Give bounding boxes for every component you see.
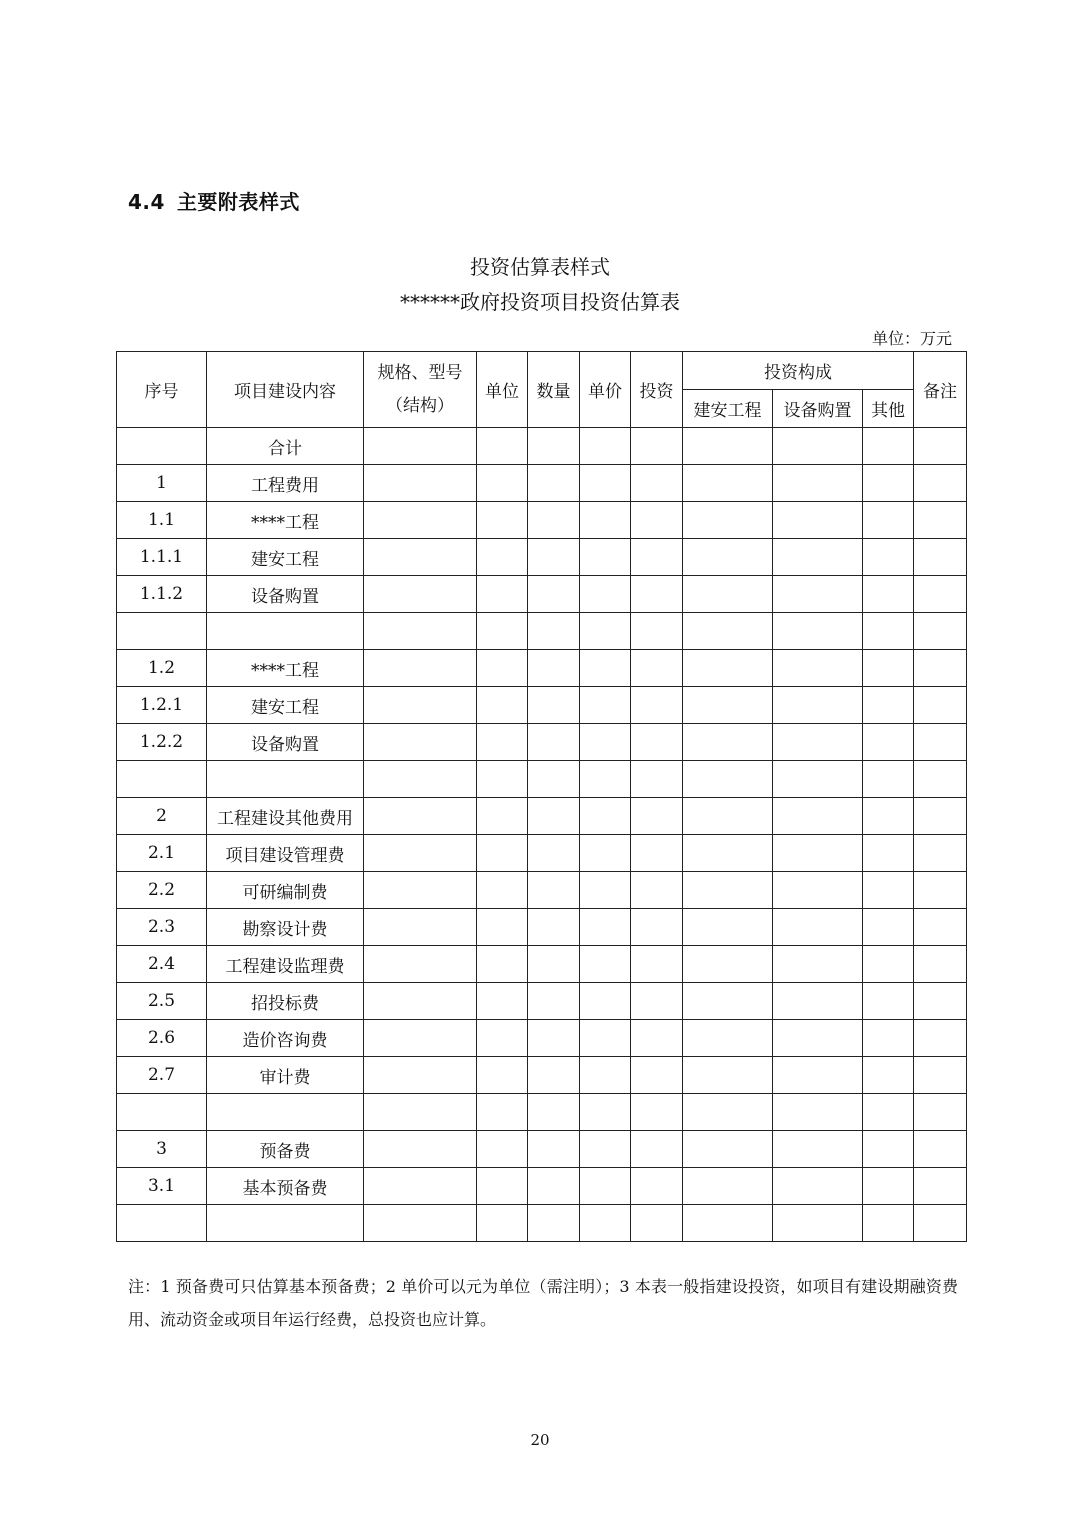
cell-empty: [683, 1205, 773, 1242]
cell-empty: [914, 613, 967, 650]
cell-empty: [364, 502, 477, 539]
cell-empty: [364, 687, 477, 724]
cell-empty: [773, 1094, 863, 1131]
cell-empty: [364, 1205, 477, 1242]
cell-empty: [580, 502, 631, 539]
cell-empty: [364, 798, 477, 835]
cell-empty: [914, 1168, 967, 1205]
cell-empty: [773, 872, 863, 909]
cell-seq: 3: [117, 1131, 207, 1168]
header-construction: 建安工程: [683, 390, 773, 428]
header-remark: 备注: [914, 352, 967, 428]
cell-empty: [683, 1131, 773, 1168]
cell-empty: [683, 909, 773, 946]
cell-empty: [683, 613, 773, 650]
cell-empty: [683, 1094, 773, 1131]
cell-content: 设备购置: [207, 724, 364, 761]
cell-empty: [631, 1020, 683, 1057]
cell-seq: 1.2.1: [117, 687, 207, 724]
cell-empty: [364, 465, 477, 502]
cell-empty: [477, 1094, 528, 1131]
cell-content: 审计费: [207, 1057, 364, 1094]
cell-empty: [914, 502, 967, 539]
cell-empty: [863, 946, 914, 983]
cell-content: 招投标费: [207, 983, 364, 1020]
cell-empty: [364, 650, 477, 687]
cell-content: 工程建设其他费用: [207, 798, 364, 835]
cell-empty: [477, 798, 528, 835]
cell-content: [207, 613, 364, 650]
cell-empty: [477, 428, 528, 465]
cell-empty: [683, 1168, 773, 1205]
cell-empty: [914, 761, 967, 798]
table-row: [117, 983, 967, 1020]
cell-empty: [914, 428, 967, 465]
cell-empty: [631, 798, 683, 835]
cell-empty: [863, 1131, 914, 1168]
cell-content: 勘察设计费: [207, 909, 364, 946]
cell-empty: [914, 465, 967, 502]
cell-empty: [631, 650, 683, 687]
header-unit: 单位: [477, 352, 528, 428]
cell-empty: [580, 539, 631, 576]
cell-empty: [683, 1020, 773, 1057]
cell-empty: [528, 946, 580, 983]
cell-content: 预备费: [207, 1131, 364, 1168]
cell-empty: [364, 983, 477, 1020]
cell-empty: [477, 1131, 528, 1168]
cell-seq: 2.6: [117, 1020, 207, 1057]
cell-empty: [773, 1205, 863, 1242]
cell-seq: [117, 761, 207, 798]
section-heading: [128, 186, 300, 215]
cell-content: 基本预备费: [207, 1168, 364, 1205]
cell-empty: [528, 835, 580, 872]
cell-empty: [580, 1205, 631, 1242]
cell-empty: [683, 465, 773, 502]
table-row: [117, 909, 967, 946]
cell-empty: [631, 1057, 683, 1094]
cell-empty: [773, 465, 863, 502]
cell-empty: [364, 1094, 477, 1131]
cell-seq: 3.1: [117, 1168, 207, 1205]
cell-empty: [863, 798, 914, 835]
cell-empty: [364, 539, 477, 576]
cell-seq: 1.1: [117, 502, 207, 539]
header-spec: [364, 352, 477, 428]
cell-empty: [914, 1205, 967, 1242]
cell-empty: [631, 946, 683, 983]
investment-estimate-table: [116, 351, 967, 1242]
cell-empty: [477, 946, 528, 983]
cell-empty: [528, 872, 580, 909]
table-row: [117, 798, 967, 835]
cell-content: [207, 761, 364, 798]
cell-empty: [477, 983, 528, 1020]
cell-empty: [477, 613, 528, 650]
table-row: [117, 1168, 967, 1205]
cell-empty: [863, 502, 914, 539]
table-row: [117, 650, 967, 687]
cell-empty: [863, 576, 914, 613]
cell-empty: [683, 835, 773, 872]
cell-empty: [773, 983, 863, 1020]
cell-empty: [528, 724, 580, 761]
cell-empty: [683, 539, 773, 576]
cell-empty: [580, 872, 631, 909]
cell-empty: [580, 1057, 631, 1094]
header-spec-line2: （结构）: [386, 395, 454, 416]
cell-empty: [580, 724, 631, 761]
cell-empty: [364, 1057, 477, 1094]
table-row: [117, 428, 967, 465]
cell-empty: [528, 1094, 580, 1131]
cell-empty: [528, 1205, 580, 1242]
cell-seq: [117, 1205, 207, 1242]
cell-empty: [683, 428, 773, 465]
cell-empty: [580, 687, 631, 724]
table-title: ******政府投资项目投资估算表: [400, 290, 680, 314]
cell-seq: [117, 428, 207, 465]
cell-content: 项目建设管理费: [207, 835, 364, 872]
cell-empty: [773, 687, 863, 724]
cell-empty: [364, 724, 477, 761]
cell-content: 造价咨询费: [207, 1020, 364, 1057]
cell-empty: [914, 946, 967, 983]
cell-seq: 2.1: [117, 835, 207, 872]
cell-empty: [914, 909, 967, 946]
table-note: 注：1 预备费可只估算基本预备费；2 单价可以元为单位（需注明）；3 本表一般指建设投资，如项目有建设期融资费用、流动资金或项目年运行经费，总投资也应计算。: [128, 1277, 958, 1329]
cell-empty: [683, 872, 773, 909]
cell-empty: [364, 872, 477, 909]
cell-seq: 2.2: [117, 872, 207, 909]
table-row: [117, 761, 967, 798]
cell-empty: [580, 761, 631, 798]
cell-empty: [863, 650, 914, 687]
cell-empty: [683, 761, 773, 798]
cell-empty: [914, 687, 967, 724]
cell-empty: [477, 687, 528, 724]
table-row: [117, 1131, 967, 1168]
cell-empty: [863, 1057, 914, 1094]
document-title: 投资估算表样式: [470, 255, 610, 279]
header-other: 其他: [863, 390, 914, 428]
cell-content: [207, 1094, 364, 1131]
cell-empty: [863, 909, 914, 946]
cell-empty: [528, 576, 580, 613]
cell-empty: [863, 1205, 914, 1242]
cell-empty: [773, 761, 863, 798]
cell-empty: [863, 835, 914, 872]
cell-empty: [528, 1020, 580, 1057]
header-investment: 投资: [631, 352, 683, 428]
cell-empty: [631, 1205, 683, 1242]
table-row: [117, 835, 967, 872]
cell-empty: [477, 1020, 528, 1057]
cell-empty: [364, 1020, 477, 1057]
cell-empty: [477, 1205, 528, 1242]
cell-empty: [528, 613, 580, 650]
cell-empty: [863, 724, 914, 761]
cell-empty: [773, 613, 863, 650]
cell-empty: [580, 428, 631, 465]
cell-empty: [631, 539, 683, 576]
table-row: [117, 872, 967, 909]
cell-empty: [863, 539, 914, 576]
cell-empty: [477, 1168, 528, 1205]
section-title-text: 主要附表样式: [176, 190, 300, 214]
header-seq: 序号: [117, 352, 207, 428]
cell-empty: [863, 983, 914, 1020]
cell-empty: [364, 1131, 477, 1168]
cell-seq: 2: [117, 798, 207, 835]
cell-empty: [528, 761, 580, 798]
cell-empty: [477, 724, 528, 761]
header-quantity: 数量: [528, 352, 580, 428]
cell-content: 建安工程: [207, 687, 364, 724]
cell-empty: [914, 872, 967, 909]
cell-empty: [631, 1131, 683, 1168]
cell-empty: [528, 650, 580, 687]
cell-empty: [683, 1057, 773, 1094]
header-unit-price: 单价: [580, 352, 631, 428]
cell-seq: 2.5: [117, 983, 207, 1020]
cell-empty: [773, 1168, 863, 1205]
cell-empty: [364, 835, 477, 872]
cell-empty: [914, 1057, 967, 1094]
cell-empty: [580, 613, 631, 650]
table-row: [117, 1057, 967, 1094]
cell-empty: [477, 1057, 528, 1094]
section-number: 4.4: [128, 190, 165, 214]
cell-empty: [364, 761, 477, 798]
cell-empty: [580, 798, 631, 835]
cell-empty: [580, 1020, 631, 1057]
cell-empty: [631, 761, 683, 798]
cell-content: [207, 1205, 364, 1242]
cell-empty: [914, 539, 967, 576]
cell-empty: [631, 724, 683, 761]
cell-empty: [773, 1057, 863, 1094]
cell-empty: [683, 946, 773, 983]
cell-content: ****工程: [207, 502, 364, 539]
cell-empty: [773, 724, 863, 761]
cell-empty: [364, 1168, 477, 1205]
cell-seq: 2.7: [117, 1057, 207, 1094]
cell-empty: [528, 798, 580, 835]
cell-empty: [528, 539, 580, 576]
cell-empty: [773, 502, 863, 539]
table-row: [117, 502, 967, 539]
cell-empty: [773, 1020, 863, 1057]
cell-seq: 2.3: [117, 909, 207, 946]
cell-empty: [683, 502, 773, 539]
cell-empty: [914, 983, 967, 1020]
cell-empty: [914, 1094, 967, 1131]
cell-empty: [914, 1020, 967, 1057]
cell-seq: 1.1.1: [117, 539, 207, 576]
cell-content: 可研编制费: [207, 872, 364, 909]
cell-empty: [773, 576, 863, 613]
table-row: [117, 1205, 967, 1242]
cell-empty: [773, 946, 863, 983]
header-equipment: 设备购置: [773, 390, 863, 428]
table-row: [117, 687, 967, 724]
cell-empty: [477, 872, 528, 909]
cell-empty: [631, 502, 683, 539]
cell-empty: [528, 1057, 580, 1094]
cell-empty: [863, 613, 914, 650]
cell-empty: [580, 1094, 631, 1131]
cell-content: ****工程: [207, 650, 364, 687]
cell-empty: [528, 502, 580, 539]
cell-empty: [631, 465, 683, 502]
cell-empty: [528, 1131, 580, 1168]
table-row: [117, 539, 967, 576]
cell-empty: [528, 983, 580, 1020]
table-body: [117, 428, 967, 1242]
cell-seq: 1.2: [117, 650, 207, 687]
cell-empty: [580, 946, 631, 983]
cell-empty: [683, 576, 773, 613]
cell-empty: [683, 798, 773, 835]
cell-empty: [773, 798, 863, 835]
cell-empty: [528, 687, 580, 724]
cell-content: 工程建设监理费: [207, 946, 364, 983]
cell-empty: [914, 798, 967, 835]
cell-empty: [631, 1168, 683, 1205]
cell-empty: [683, 650, 773, 687]
cell-empty: [773, 1131, 863, 1168]
cell-content: 工程费用: [207, 465, 364, 502]
cell-seq: 2.4: [117, 946, 207, 983]
cell-content: 合计: [207, 428, 364, 465]
table-row: [117, 1094, 967, 1131]
cell-empty: [631, 835, 683, 872]
cell-empty: [580, 909, 631, 946]
table-row: [117, 613, 967, 650]
cell-empty: [580, 576, 631, 613]
cell-seq: 1: [117, 465, 207, 502]
cell-empty: [477, 835, 528, 872]
cell-empty: [631, 872, 683, 909]
table-row: [117, 724, 967, 761]
cell-empty: [863, 687, 914, 724]
table-row: [117, 1020, 967, 1057]
cell-empty: [683, 724, 773, 761]
cell-empty: [631, 909, 683, 946]
cell-empty: [773, 909, 863, 946]
cell-content: 设备购置: [207, 576, 364, 613]
cell-seq: [117, 613, 207, 650]
cell-empty: [914, 650, 967, 687]
cell-empty: [580, 983, 631, 1020]
cell-empty: [364, 576, 477, 613]
cell-empty: [631, 1094, 683, 1131]
cell-empty: [364, 613, 477, 650]
cell-empty: [580, 650, 631, 687]
cell-empty: [863, 465, 914, 502]
cell-empty: [580, 1168, 631, 1205]
cell-empty: [683, 983, 773, 1020]
header-spec-line1: 规格、型号: [377, 363, 463, 384]
cell-empty: [914, 724, 967, 761]
header-content: 项目建设内容: [207, 352, 364, 428]
cell-empty: [477, 650, 528, 687]
cell-empty: [863, 761, 914, 798]
cell-empty: [528, 909, 580, 946]
cell-empty: [580, 465, 631, 502]
cell-empty: [631, 576, 683, 613]
cell-empty: [477, 909, 528, 946]
cell-seq: [117, 1094, 207, 1131]
header-composition: 投资构成: [683, 352, 914, 390]
cell-empty: [477, 465, 528, 502]
cell-seq: 1.1.2: [117, 576, 207, 613]
cell-empty: [631, 613, 683, 650]
cell-empty: [364, 428, 477, 465]
cell-empty: [773, 539, 863, 576]
cell-empty: [863, 872, 914, 909]
cell-empty: [477, 502, 528, 539]
cell-empty: [528, 428, 580, 465]
cell-empty: [863, 1094, 914, 1131]
cell-empty: [631, 983, 683, 1020]
cell-empty: [683, 687, 773, 724]
cell-empty: [773, 428, 863, 465]
page-number: 20: [530, 1431, 550, 1449]
table-row: [117, 465, 967, 502]
cell-empty: [528, 1168, 580, 1205]
cell-seq: 1.2.2: [117, 724, 207, 761]
cell-empty: [477, 539, 528, 576]
cell-empty: [914, 576, 967, 613]
cell-empty: [773, 650, 863, 687]
cell-empty: [773, 835, 863, 872]
cell-empty: [863, 1168, 914, 1205]
cell-empty: [477, 761, 528, 798]
cell-empty: [364, 946, 477, 983]
cell-empty: [477, 576, 528, 613]
cell-empty: [914, 835, 967, 872]
cell-empty: [580, 1131, 631, 1168]
table-row: [117, 946, 967, 983]
cell-empty: [863, 428, 914, 465]
cell-content: 建安工程: [207, 539, 364, 576]
cell-empty: [364, 909, 477, 946]
cell-empty: [863, 1020, 914, 1057]
unit-label: 单位：万元: [871, 329, 952, 348]
cell-empty: [528, 465, 580, 502]
cell-empty: [914, 1131, 967, 1168]
cell-empty: [631, 428, 683, 465]
table-row: [117, 576, 967, 613]
cell-empty: [580, 835, 631, 872]
cell-empty: [631, 687, 683, 724]
